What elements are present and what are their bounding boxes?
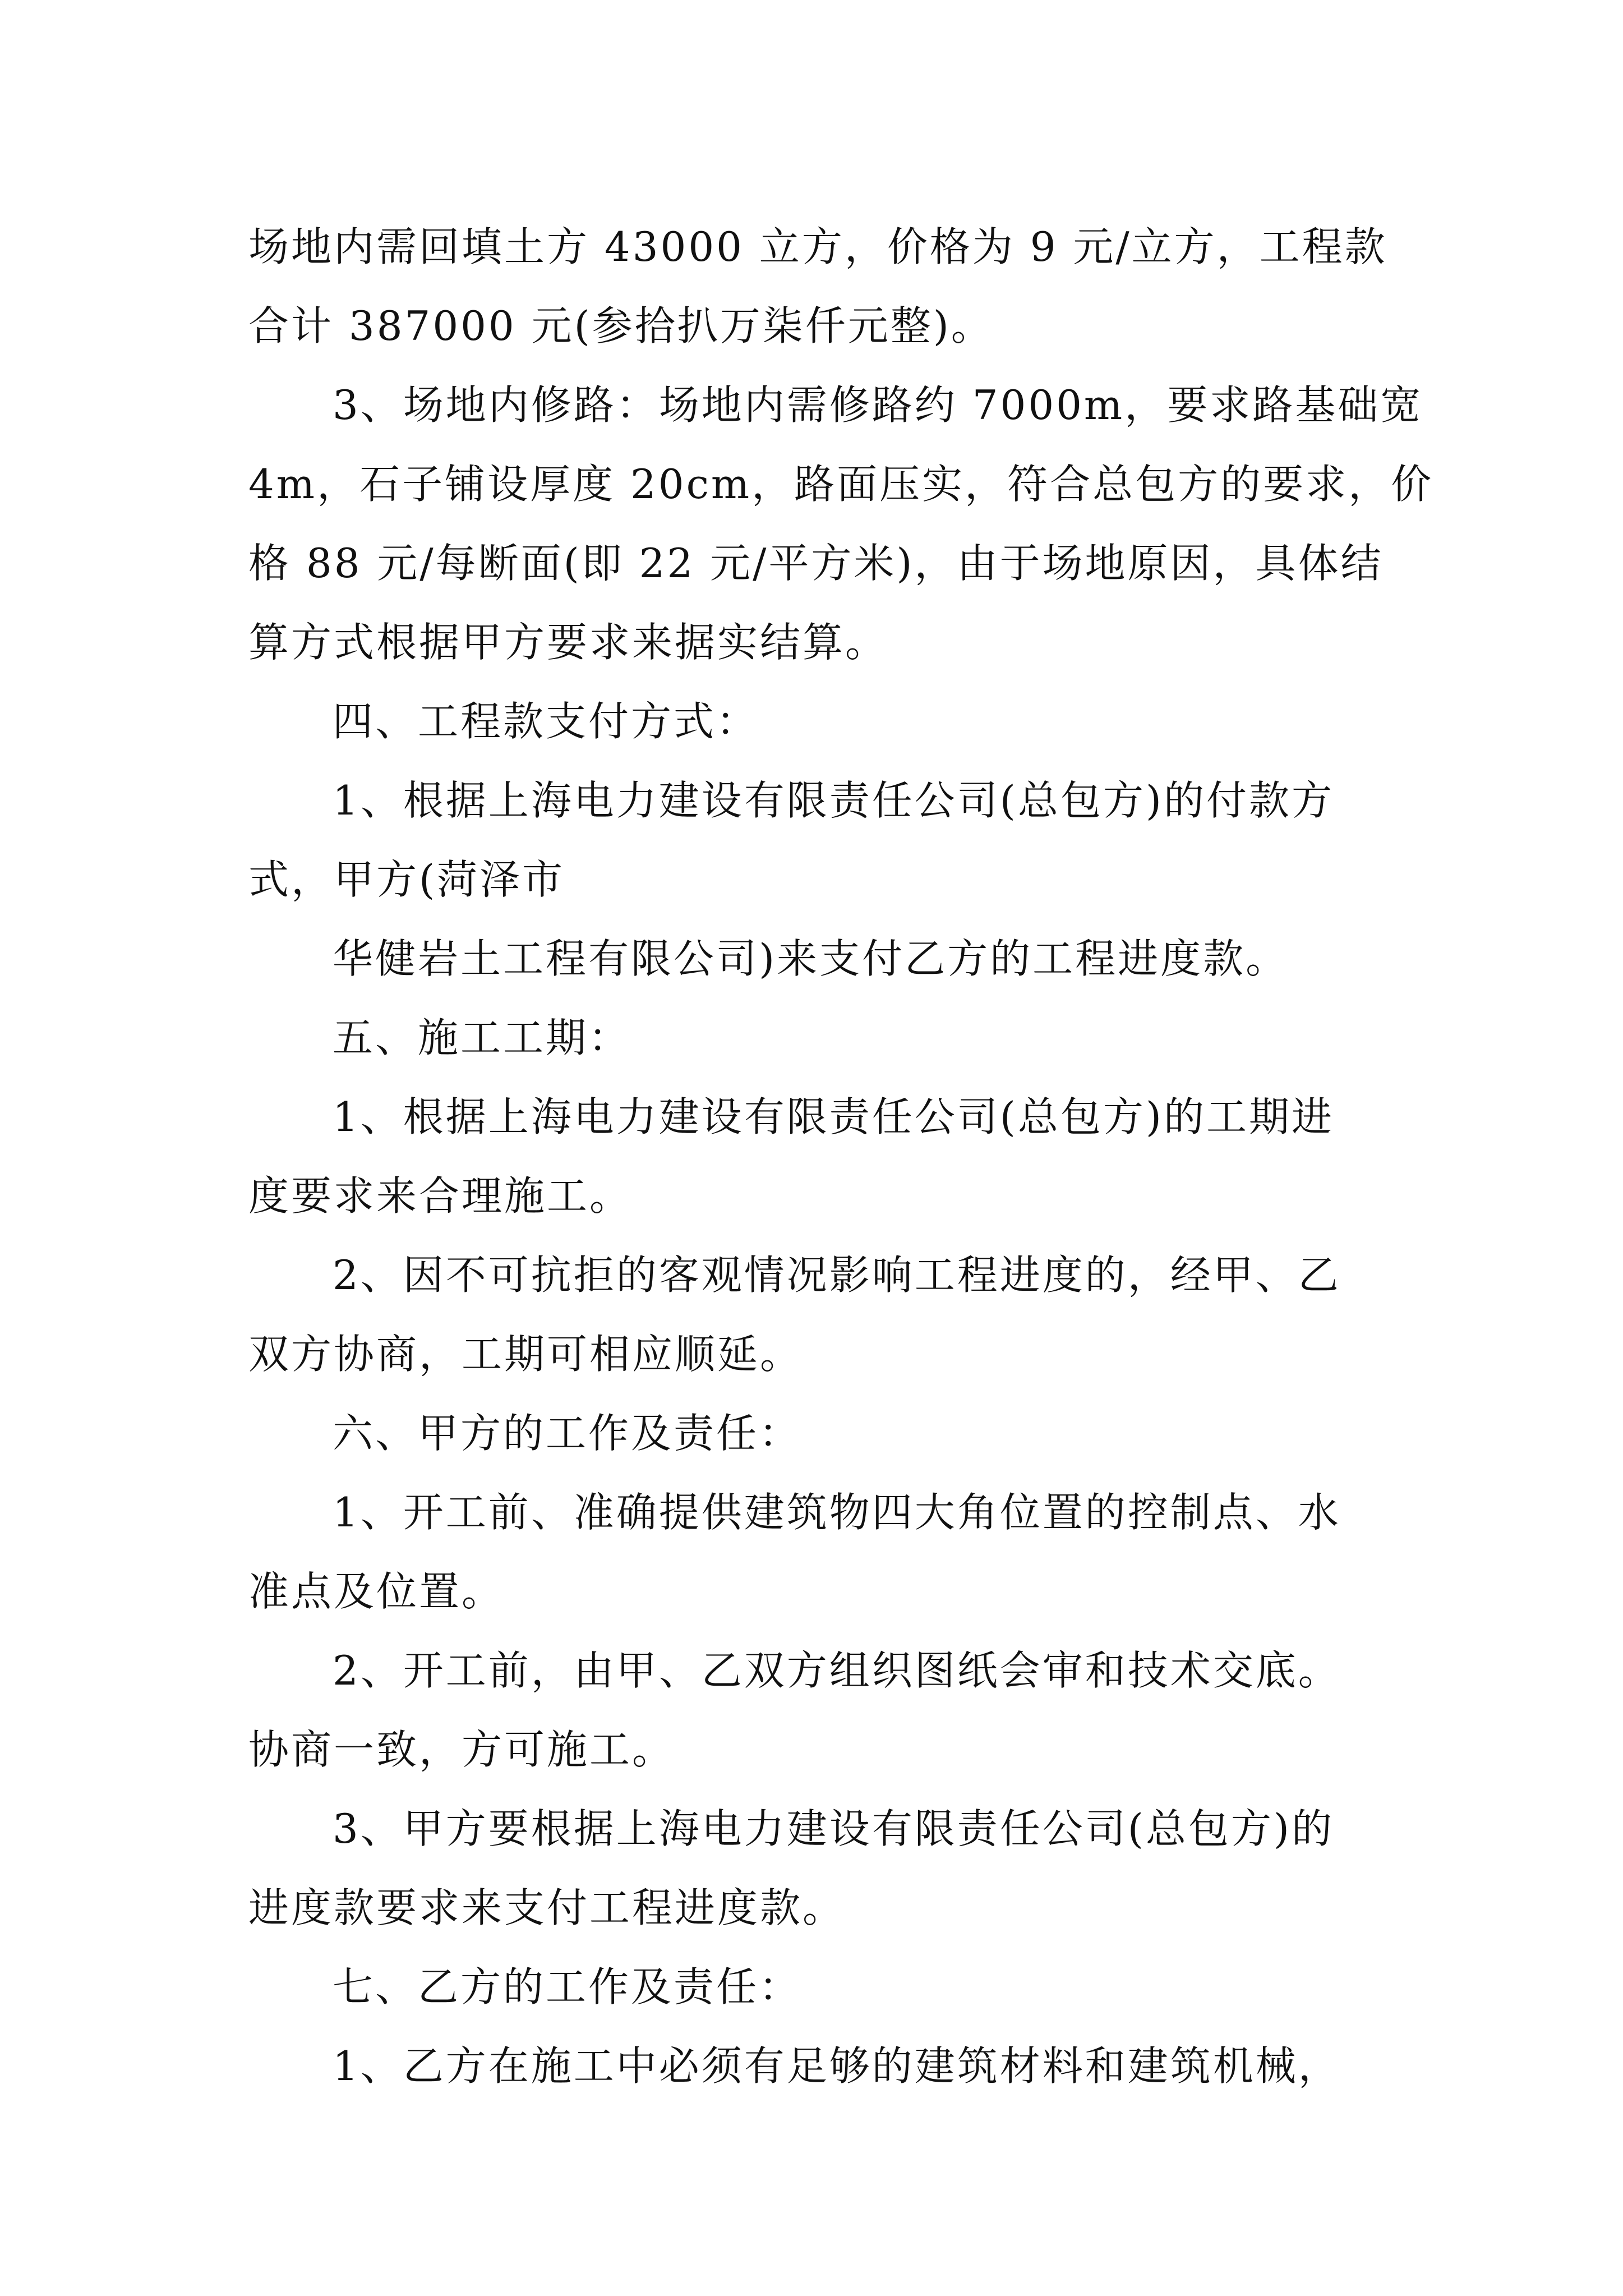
text-line: 1、根据上海电力建设有限责任公司(总包方)的工期进 (333, 1093, 1334, 1140)
text-line: 场地内需回填土方 43000 立方，价格为 9 元/立方，工程款 (248, 223, 1387, 270)
text-line: 合计 387000 元(参拾扒万柒仟元整)。 (248, 302, 994, 349)
text-line: 算方式根据甲方要求来据实结算。 (248, 619, 888, 666)
section-heading: 四、工程款支付方式： (333, 698, 759, 745)
section-heading: 五、施工工期： (333, 1014, 631, 1061)
text-line: 双方协商，工期可相应顺延。 (248, 1331, 803, 1378)
text-line: 3、场地内修路：场地内需修路约 7000m，要求路基础宽 (333, 381, 1423, 429)
text-line: 准点及位置。 (248, 1568, 505, 1615)
text-line: 式，甲方(菏泽市 (248, 856, 565, 903)
text-line: 2、开工前，由甲、乙双方组织图纸会审和技术交底。 (333, 1647, 1341, 1694)
text-line: 2、因不可抗拒的客观情况影响工程进度的，经甲、乙 (333, 1251, 1341, 1299)
section-heading: 六、甲方的工作及责任： (333, 1410, 802, 1457)
text-line: 协商一致，方可施工。 (248, 1726, 675, 1773)
text-line: 3、甲方要根据上海电力建设有限责任公司(总包方)的 (333, 1805, 1334, 1852)
text-line: 进度款要求来支付工程进度款。 (248, 1884, 846, 1931)
text-line: 1、乙方在施工中必须有足够的建筑材料和建筑机械， (333, 2042, 1341, 2090)
text-line: 1、根据上海电力建设有限责任公司(总包方)的付款方 (333, 777, 1334, 824)
text-line: 1、开工前、准确提供建筑物四大角位置的控制点、水 (333, 1489, 1341, 1536)
text-line: 格 88 元/每断面(即 22 元/平方米)，由于场地原因，具体结 (248, 540, 1384, 587)
text-line: 度要求来合理施工。 (248, 1172, 633, 1220)
section-heading: 七、乙方的工作及责任： (333, 1963, 802, 2010)
text-line: 4m，石子铺设厚度 20cm，路面压实，符合总包方的要求，价 (248, 461, 1434, 508)
text-line: 华健岩土工程有限公司)来支付乙方的工程进度款。 (333, 935, 1289, 982)
contract-body (248, 208, 1434, 2106)
